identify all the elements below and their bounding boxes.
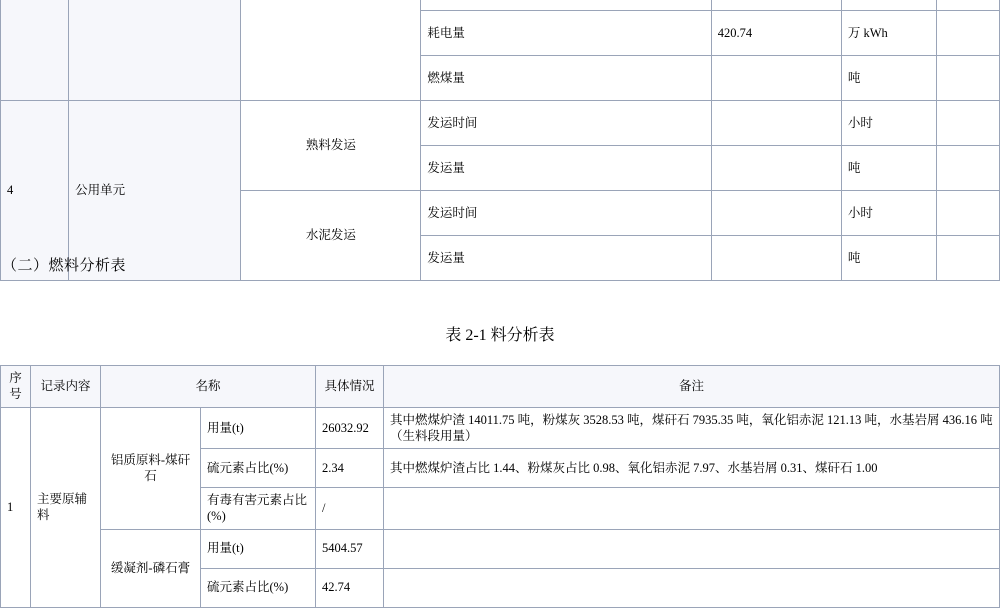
table-row — [1, 529, 1000, 568]
entry-label: 用量(t) — [201, 407, 316, 449]
material-name: 铝质原料-煤矸石 — [101, 407, 201, 529]
row-content-cell: 主要原辅料 — [31, 407, 101, 607]
item-remark — [936, 0, 999, 11]
entry-label: 硫元素占比(%) — [201, 568, 316, 607]
entry-label: 有毒有害元素占比(%) — [201, 488, 316, 530]
material-name: 缓凝剂-磷石膏 — [101, 529, 201, 607]
entry-value: 2.34 — [316, 449, 384, 488]
table-header-row — [1, 366, 1000, 408]
item-unit: 小时 — [841, 101, 936, 146]
entry-label: 硫元素占比(%) — [201, 449, 316, 488]
table-caption: 表 2-1 料分析表 — [445, 327, 555, 344]
section-heading: （二）燃料分析表 — [2, 258, 127, 274]
production-record-table — [0, 0, 1000, 281]
item-unit: 吨 — [841, 56, 936, 101]
item-name: 发运时间 — [421, 191, 711, 236]
item-value — [711, 56, 841, 101]
item-value — [711, 101, 841, 146]
entry-value: 5404.57 — [316, 529, 384, 568]
item-name — [421, 0, 711, 11]
entry-label: 用量(t) — [201, 529, 316, 568]
item-unit: 万 kWh — [841, 11, 936, 56]
item-unit: 吨 — [841, 236, 936, 281]
header-cell-remark: 备注 — [384, 366, 1000, 408]
entry-value: / — [316, 488, 384, 530]
row-no-cell — [1, 0, 69, 101]
row-no-cell: 1 — [1, 407, 31, 607]
item-value — [711, 191, 841, 236]
row-group-cell: 熟料发运 — [241, 101, 421, 191]
item-value — [711, 146, 841, 191]
header-cell-name: 名称 — [101, 366, 316, 408]
row-group-cell — [241, 0, 421, 101]
item-name: 发运量 — [421, 236, 711, 281]
material-analysis-table — [0, 365, 1000, 608]
table-row — [1, 0, 1000, 11]
row-no-cell: 4 — [1, 101, 69, 281]
entry-value: 26032.92 — [316, 407, 384, 449]
item-name: 耗电量 — [421, 11, 711, 56]
table-row — [1, 407, 1000, 449]
row-group-cell: 水泥发运 — [241, 191, 421, 281]
entry-note — [384, 488, 1000, 530]
entry-note — [384, 529, 1000, 568]
entry-value: 42.74 — [316, 568, 384, 607]
item-name: 燃煤量 — [421, 56, 711, 101]
item-remark — [936, 56, 999, 101]
item-remark — [936, 236, 999, 281]
item-value — [711, 236, 841, 281]
item-remark — [936, 11, 999, 56]
header-cell-no: 序号 — [1, 366, 31, 408]
item-name: 发运量 — [421, 146, 711, 191]
entry-note — [384, 568, 1000, 607]
header-cell-content: 记录内容 — [31, 366, 101, 408]
item-value: 420.74 — [711, 11, 841, 56]
row-unit-cell — [69, 0, 241, 101]
entry-note: 其中燃煤炉渣 14011.75 吨，粉煤灰 3528.53 吨，煤矸石 7935.35 吨，氧化铝赤泥 121.13 吨，水基岩屑 436.16 吨（生料段用量） — [384, 407, 1000, 449]
item-remark — [936, 101, 999, 146]
header-cell-detail: 具体情况 — [316, 366, 384, 408]
item-value — [711, 0, 841, 11]
item-remark — [936, 191, 999, 236]
item-name: 发运时间 — [421, 101, 711, 146]
item-unit: 吨 — [841, 146, 936, 191]
item-remark — [936, 146, 999, 191]
row-unit-cell: 公用单元 — [69, 101, 241, 281]
item-unit: 小时 — [841, 191, 936, 236]
table-row — [1, 101, 1000, 146]
entry-note: 其中燃煤炉渣占比 1.44、粉煤灰占比 0.98、氧化铝赤泥 7.97、水基岩屑 0.31、煤矸石 1.00 — [384, 449, 1000, 488]
item-unit — [841, 0, 936, 11]
